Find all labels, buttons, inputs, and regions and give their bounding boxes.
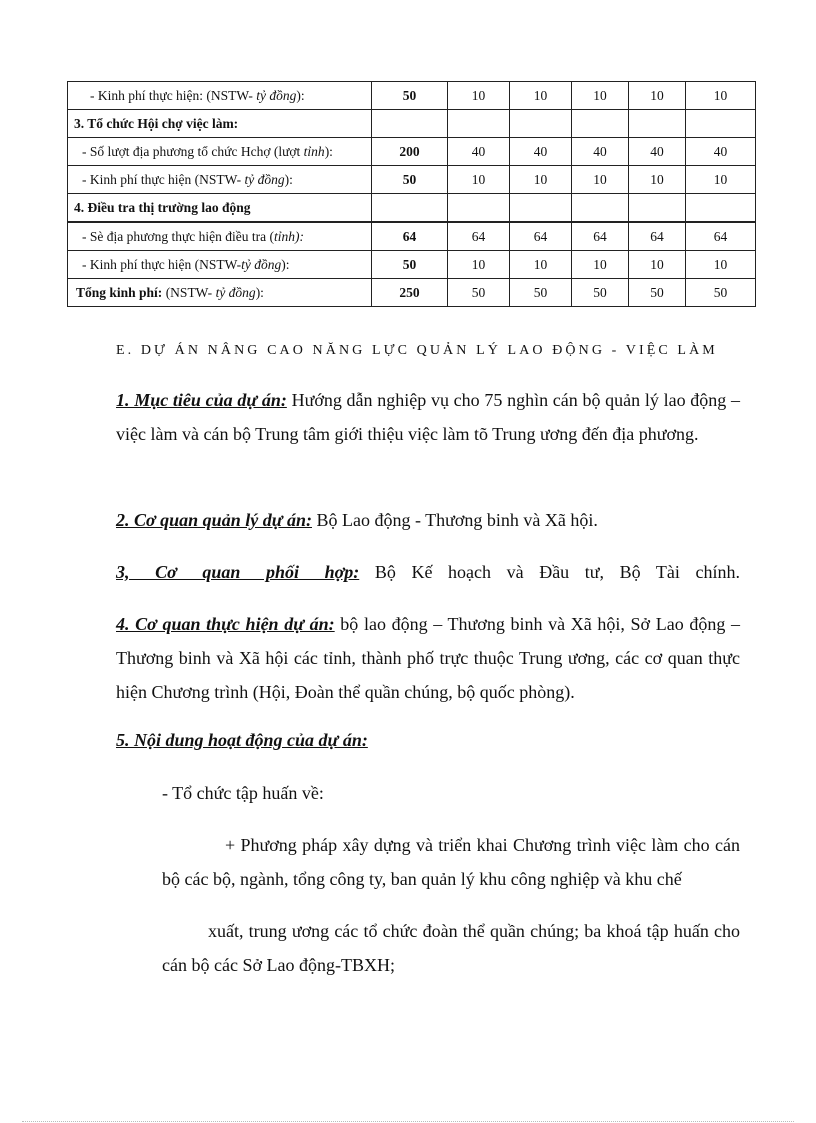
row-total: 200 [372, 138, 448, 166]
sub-item-method: + Phương pháp xây dựng và triển khai Chương trình việc làm cho cán bộ các bộ, ngành, tổng công ty, ban quản lý khu công nghiệp và khu chế [162, 835, 740, 889]
row-value [510, 194, 572, 223]
row-value: 10 [572, 82, 629, 110]
row-label-unit: tỉnh [303, 143, 325, 159]
table-row [68, 166, 756, 194]
paragraph-activities-title [116, 723, 740, 757]
row-value: 40 [572, 138, 629, 166]
row-value [686, 110, 756, 138]
row-value: 10 [448, 251, 510, 279]
row-label [68, 138, 372, 166]
row-label [68, 251, 372, 279]
coordinating-agency-text: Bộ Kế hoạch và Đầu tư, Bộ Tài chính. [359, 562, 740, 582]
row-value: 10 [686, 166, 756, 194]
row-label-unit: tỷ đồng [256, 87, 297, 103]
row-label-end: ): [284, 171, 293, 187]
row-label-unit: tỷ đồng [244, 171, 285, 187]
row-value: 10 [510, 166, 572, 194]
row-label-unit: tỷ đồng [241, 256, 282, 272]
row-label-text: - Số lượt địa phương tổ chức Hchợ (lượt [82, 143, 304, 159]
row-value [510, 110, 572, 138]
table-row [68, 82, 756, 110]
row-value: 10 [629, 251, 686, 279]
row-value: 10 [572, 251, 629, 279]
row-value: 40 [686, 138, 756, 166]
row-value [572, 110, 629, 138]
row-total [372, 194, 448, 223]
page-bottom-rule [22, 1121, 794, 1122]
coordinating-agency-title: 3, Cơ quan phối hợp: [116, 562, 360, 582]
row-value [686, 194, 756, 223]
total-label-end: ): [255, 284, 264, 300]
row-value: 50 [686, 279, 756, 307]
paragraph-managing-agency [116, 503, 740, 537]
table-total-row [68, 279, 756, 307]
row-total: 50 [372, 251, 448, 279]
implementing-agency-text: bộ lao động – Thương binh và Xã hội, Sở Lao động – Thương binh và Xã hội các tỉnh, thành phố trực thuộc Trung ương, các cơ quan thực hiện Chương trình (Hội, Đoàn thể quần chúng, bộ quốc phòng). [116, 614, 740, 702]
row-value: 10 [510, 251, 572, 279]
row-total [372, 110, 448, 138]
row-label [68, 82, 372, 110]
row-label-end: ): [296, 87, 305, 103]
row-label-end: ): [324, 143, 333, 159]
paragraph-implementing-agency [116, 607, 740, 709]
row-total: 64 [372, 222, 448, 251]
row-value [629, 194, 686, 223]
row-total: 250 [372, 279, 448, 307]
managing-agency-text: Bộ Lao động - Thương binh và Xã hội. [312, 510, 598, 530]
objective-title: 1. Mục tiêu của dự án: [116, 390, 287, 410]
total-label [68, 279, 372, 307]
row-value [572, 194, 629, 223]
row-label-text: - Kinh phí thực hiện (NSTW- [82, 256, 242, 272]
paragraph-objective [116, 383, 740, 451]
table-section-row [68, 194, 756, 223]
row-value [629, 110, 686, 138]
bullet-training: - Tổ chức tập huấn về: [162, 783, 324, 803]
objective-text: Hướng dẫn nghiệp vụ cho 75 nghìn cán bộ quản lý lao động – việc làm và cán bộ Trung tâm giới thiệu việc làm tõ Trung ương đến địa phương. [116, 390, 741, 444]
section-label: 4. Điều tra thị trường lao động [68, 194, 372, 223]
row-value: 50 [510, 279, 572, 307]
row-label [68, 222, 372, 251]
row-label-unit: tỉnh): [273, 228, 304, 244]
row-value: 40 [510, 138, 572, 166]
row-total: 50 [372, 82, 448, 110]
row-value: 64 [510, 222, 572, 251]
row-value: 50 [448, 279, 510, 307]
row-label-text: - Kinh phí thực hiện: (NSTW- [90, 87, 257, 103]
row-label-text: - Kinh phí thực hiện (NSTW- [82, 171, 245, 187]
row-total: 50 [372, 166, 448, 194]
table-row [68, 222, 756, 251]
paragraph-coordinating-agency [116, 555, 740, 589]
row-value [448, 110, 510, 138]
row-value: 40 [629, 138, 686, 166]
activities-title: 5. Nội dung hoạt động của dự án: [116, 730, 368, 750]
row-value: 10 [686, 251, 756, 279]
managing-agency-title: 2. Cơ quan quản lý dự án: [116, 510, 312, 530]
total-label-rest: (NSTW- [162, 284, 216, 300]
total-label-text: Tổng kinh phí: [76, 284, 163, 300]
section-label: 3. Tổ chức Hội chợ việc làm: [68, 110, 372, 138]
table-section-row [68, 110, 756, 138]
row-value: 64 [448, 222, 510, 251]
total-label-unit: tỷ đồng [215, 284, 256, 300]
row-value [448, 194, 510, 223]
table-row [68, 251, 756, 279]
row-label-end: ): [281, 256, 290, 272]
row-value: 10 [629, 166, 686, 194]
budget-table [67, 81, 756, 307]
row-value: 10 [448, 82, 510, 110]
row-label [68, 166, 372, 194]
row-value: 10 [629, 82, 686, 110]
row-value: 10 [510, 82, 572, 110]
row-value: 64 [572, 222, 629, 251]
table-row [68, 138, 756, 166]
row-value: 50 [629, 279, 686, 307]
row-value: 50 [572, 279, 629, 307]
row-value: 64 [629, 222, 686, 251]
row-value: 10 [448, 166, 510, 194]
row-label-text: - Sè địa phương thực hiện điều tra ( [82, 228, 274, 244]
sub-item-continuation: xuất, trung ương các tổ chức đoàn thể quần chúng; ba khoá tập huấn cho cán bộ các Sở Lao động-TBXH; [162, 921, 740, 975]
row-value: 64 [686, 222, 756, 251]
row-value: 10 [572, 166, 629, 194]
row-value: 40 [448, 138, 510, 166]
section-heading: E. DỰ ÁN NÂNG CAO NĂNG LỰC QUẢN LÝ LAO ĐỘNG - VIỆC LÀM [116, 343, 718, 358]
implementing-agency-title: 4. Cơ quan thực hiện dự án: [116, 614, 335, 634]
row-value: 10 [686, 82, 756, 110]
